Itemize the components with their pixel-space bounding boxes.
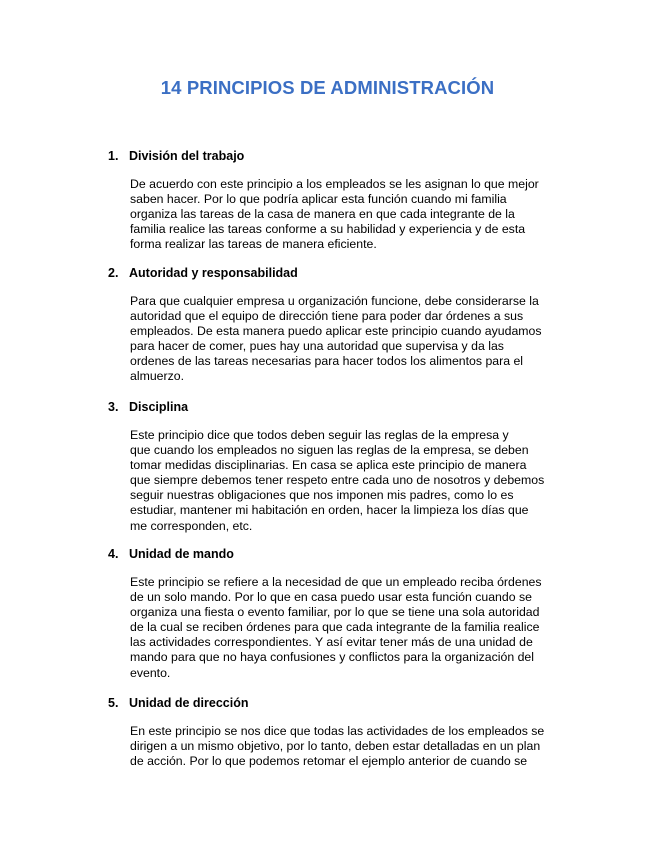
section-number: 1. — [108, 149, 119, 163]
section-title: Disciplina — [129, 400, 189, 414]
paragraph-line: las actividades correspondientes. Y así evitar tener más de una unidad de — [130, 635, 533, 650]
paragraph-line: que siempre debemos tener respeto entre cada uno de nosotros y debemos — [130, 473, 545, 488]
section-heading — [108, 400, 188, 414]
paragraph-line: forma realizar las tareas de manera eficiente. — [130, 237, 377, 252]
paragraph-line: Para que cualquier empresa u organización funcione, debe considerarse la — [130, 294, 539, 308]
paragraph-line: de un solo mando. Por lo que en casa puedo usar esta función cuando se — [130, 590, 532, 605]
paragraph-line: familia realice las tareas conforme a su habilidad y experiencia y de esta — [130, 222, 526, 237]
paragraph-line: me corresponden, etc. — [130, 518, 253, 533]
paragraph-line: saben hacer. Por lo que podría aplicar esta función cuando mi familia — [130, 192, 507, 207]
section-number: 2. — [108, 266, 119, 280]
paragraph-line: empleados. De esta manera puedo aplicar este principio cuando ayudamos — [130, 324, 542, 339]
paragraph-line: dirigen a un mismo objetivo, por lo tanto, deben estar detalladas en un plan — [130, 739, 541, 754]
paragraph-line: Este principio se refiere a la necesidad de que un empleado reciba órdenes — [130, 575, 542, 589]
paragraph-line: estudiar, mantener mi habitación en orden, hacer la limpieza los días que — [130, 503, 529, 518]
section-title: División del trabajo — [129, 149, 245, 163]
paragraph-line: de la cual se reciben órdenes para que cada integrante de la familia realice — [130, 620, 540, 635]
section-heading — [108, 547, 234, 561]
paragraph-line: tomar medidas disciplinarias. En casa se aplica este principio de manera — [130, 458, 527, 473]
section-number: 4. — [108, 547, 119, 561]
section-heading — [108, 696, 248, 710]
paragraph-line: almuerzo. — [130, 369, 184, 384]
paragraph-line: ordenes de las tareas necesarias para hacer todos los alimentos para el — [130, 354, 524, 369]
paragraph-line: Este principio dice que todos deben seguir las reglas de la empresa y — [130, 428, 509, 442]
paragraph-line: que cuando los empleados no siguen las reglas de la empresa, se deben — [130, 443, 529, 458]
section-heading — [108, 266, 298, 280]
section-paragraph — [130, 724, 570, 769]
paragraph-line: de acción. Por lo que podemos retomar el ejemplo anterior de cuando se — [130, 754, 528, 769]
section-title: Unidad de mando — [129, 547, 234, 561]
paragraph-line: para hacer de comer, pues hay una autoridad que supervisa y da las — [130, 339, 504, 354]
section-title: Unidad de dirección — [129, 696, 249, 710]
section-paragraph — [130, 575, 570, 681]
paragraph-line: mando para que no haya confusiones y conflictos para la organización del — [130, 650, 535, 665]
section-paragraph — [130, 294, 570, 385]
paragraph-line: organiza una fiesta o evento familiar, por lo que se tiene una sola autoridad — [130, 605, 540, 620]
section-paragraph — [130, 177, 570, 252]
section-heading — [108, 149, 244, 163]
paragraph-line: evento. — [130, 665, 171, 680]
section-title: Autoridad y responsabilidad — [129, 266, 298, 280]
section-number: 3. — [108, 400, 119, 414]
paragraph-line: seguir nuestras obligaciones que nos imponen mis padres, como lo es — [130, 488, 514, 503]
document-title: 14 PRINCIPIOS DE ADMINISTRACIÓN — [160, 77, 495, 98]
paragraph-line: organiza las tareas de la casa de manera en que cada integrante de la — [130, 207, 515, 222]
section-paragraph — [130, 428, 570, 534]
paragraph-line: En este principio se nos dice que todas las actividades de los empleados se — [130, 724, 545, 738]
paragraph-line: De acuerdo con este principio a los empleados se les asignan lo que mejor — [130, 177, 539, 191]
paragraph-line: autoridad que el equipo de dirección tiene para poder dar órdenes a sus — [130, 309, 524, 324]
section-number: 5. — [108, 696, 119, 710]
